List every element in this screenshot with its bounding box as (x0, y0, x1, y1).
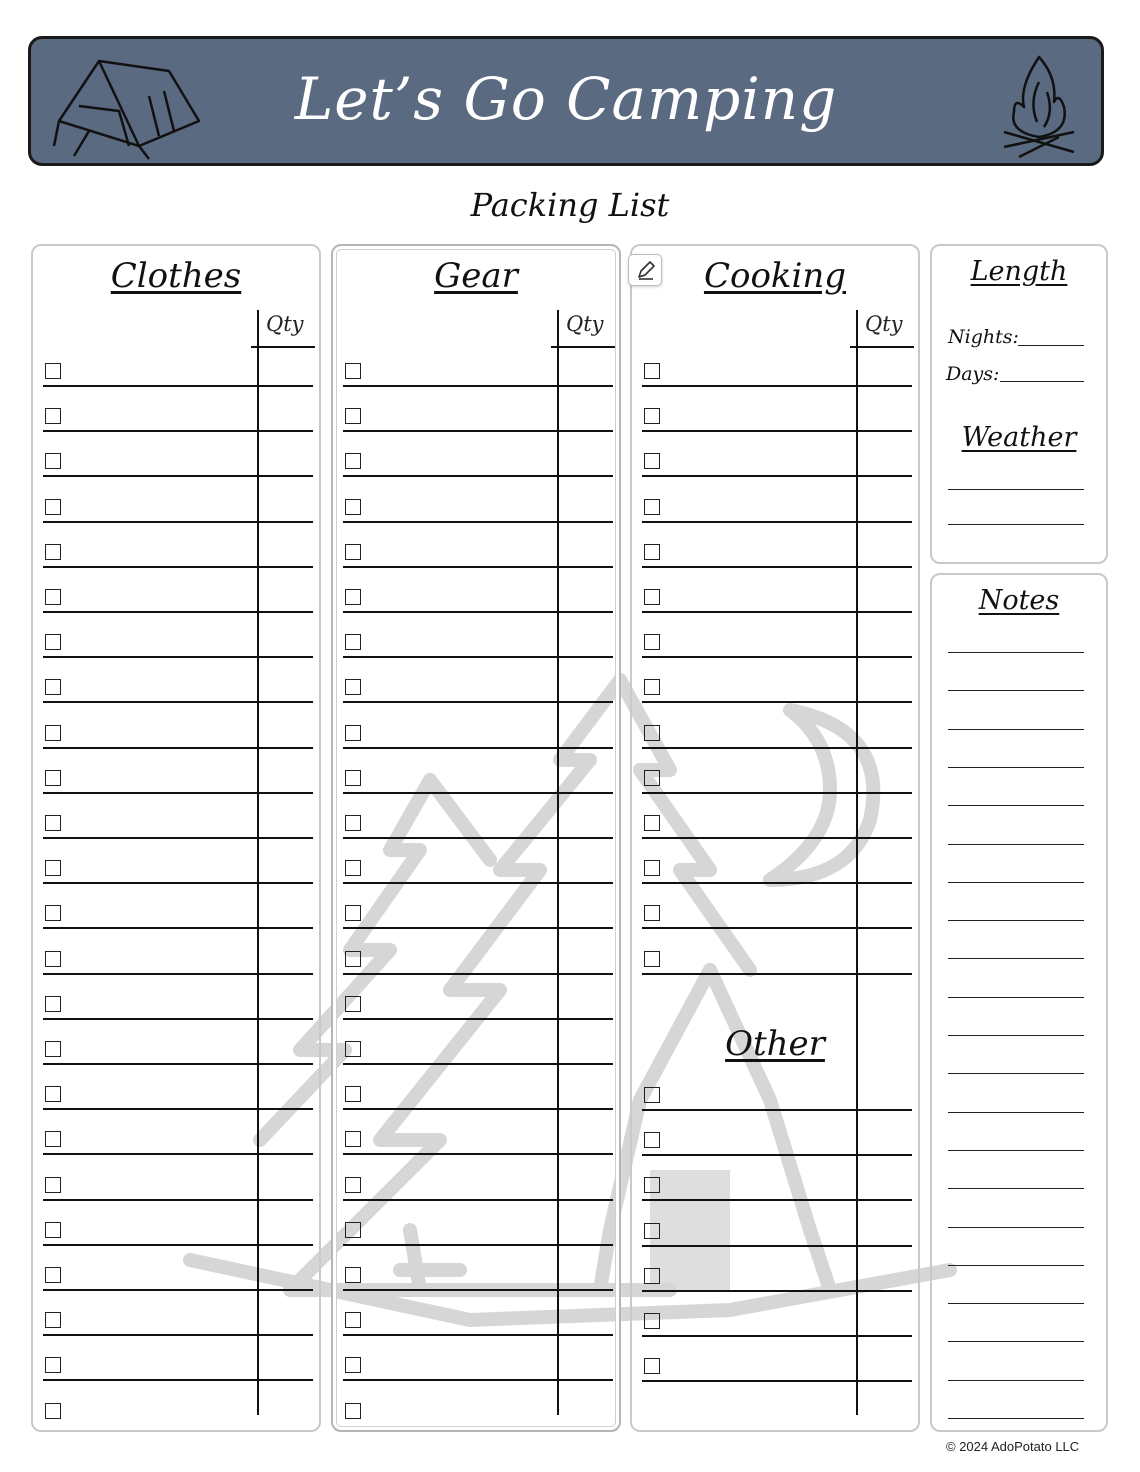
checkbox-icon[interactable] (644, 725, 660, 741)
item-entry-line[interactable] (343, 1289, 613, 1291)
checkbox-icon[interactable] (644, 679, 660, 695)
item-entry-line[interactable] (43, 1289, 313, 1291)
notes-line[interactable] (948, 729, 1084, 730)
checkbox-icon[interactable] (644, 1268, 660, 1284)
checkbox-icon[interactable] (45, 1403, 61, 1419)
other-title: Other (725, 1024, 825, 1064)
item-entry-line[interactable] (642, 747, 912, 749)
cooking-qty-label: Qty (865, 312, 903, 336)
checkbox-icon[interactable] (45, 589, 61, 605)
checkbox-icon[interactable] (345, 589, 361, 605)
pencil-icon (629, 255, 661, 285)
item-entry-line[interactable] (43, 927, 313, 929)
checkbox-icon[interactable] (45, 725, 61, 741)
checkbox-icon[interactable] (345, 815, 361, 831)
item-entry-line[interactable] (343, 837, 613, 839)
item-entry-line[interactable] (343, 475, 613, 477)
notes-line[interactable] (948, 844, 1084, 845)
item-entry-line[interactable] (343, 1244, 613, 1246)
item-entry-line[interactable] (43, 973, 313, 975)
checkbox-icon[interactable] (644, 860, 660, 876)
notes-line[interactable] (948, 882, 1084, 883)
item-entry-line[interactable] (642, 1335, 912, 1337)
cooking-title: Cooking (703, 256, 847, 296)
gear-qty-header-line (551, 346, 615, 348)
notes-line[interactable] (948, 1341, 1084, 1342)
weather-title: Weather (961, 422, 1077, 453)
campfire-icon (999, 47, 1079, 162)
edit-button[interactable] (628, 254, 662, 286)
item-entry-line[interactable] (642, 1109, 912, 1111)
checkbox-icon[interactable] (45, 1086, 61, 1102)
checkbox-icon[interactable] (45, 679, 61, 695)
page-title: Let’s Go Camping (294, 65, 838, 133)
item-entry-line[interactable] (642, 566, 912, 568)
clothes-qty-label: Qty (266, 312, 304, 336)
checkbox-icon[interactable] (45, 544, 61, 560)
notes-line[interactable] (948, 1073, 1084, 1074)
item-entry-line[interactable] (642, 521, 912, 523)
checkbox-icon[interactable] (345, 679, 361, 695)
item-entry-line[interactable] (642, 973, 912, 975)
checkbox-icon[interactable] (644, 1313, 660, 1329)
item-entry-line[interactable] (343, 1199, 613, 1201)
checkbox-icon[interactable] (345, 770, 361, 786)
checkbox-icon[interactable] (345, 499, 361, 515)
checkbox-icon[interactable] (345, 634, 361, 650)
checkbox-icon[interactable] (45, 951, 61, 967)
item-entry-line[interactable] (43, 701, 313, 703)
checkbox-icon[interactable] (45, 499, 61, 515)
item-entry-line[interactable] (642, 611, 912, 613)
checkbox-icon[interactable] (45, 1131, 61, 1147)
item-entry-line[interactable] (43, 1063, 313, 1065)
item-entry-line[interactable] (642, 475, 912, 477)
checkbox-icon[interactable] (644, 1223, 660, 1239)
notes-line[interactable] (948, 690, 1084, 691)
checkbox-icon[interactable] (644, 1358, 660, 1374)
item-entry-line[interactable] (343, 385, 613, 387)
checkbox-icon[interactable] (45, 1041, 61, 1057)
item-entry-line[interactable] (343, 611, 613, 613)
checkbox-icon[interactable] (644, 363, 660, 379)
checkbox-icon[interactable] (345, 544, 361, 560)
item-entry-line[interactable] (642, 1245, 912, 1247)
checkbox-icon[interactable] (45, 860, 61, 876)
notes-line[interactable] (948, 1380, 1084, 1381)
item-entry-line[interactable] (343, 1108, 613, 1110)
item-entry-line[interactable] (43, 566, 313, 568)
item-entry-line[interactable] (343, 747, 613, 749)
checkbox-icon[interactable] (345, 1357, 361, 1373)
item-entry-line[interactable] (343, 1334, 613, 1336)
notes-line[interactable] (948, 1188, 1084, 1189)
checkbox-icon[interactable] (644, 905, 660, 921)
checkbox-icon[interactable] (644, 408, 660, 424)
item-entry-line[interactable] (343, 1018, 613, 1020)
weather-line[interactable] (948, 524, 1084, 525)
notes-line[interactable] (948, 1112, 1084, 1113)
item-entry-line[interactable] (642, 792, 912, 794)
checkbox-icon[interactable] (644, 815, 660, 831)
checkbox-icon[interactable] (45, 815, 61, 831)
checkbox-icon[interactable] (644, 951, 660, 967)
clothes-title: Clothes (110, 256, 242, 296)
checkbox-icon[interactable] (345, 363, 361, 379)
item-entry-line[interactable] (343, 927, 613, 929)
item-entry-line[interactable] (642, 837, 912, 839)
checkbox-icon[interactable] (45, 1312, 61, 1328)
item-entry-line[interactable] (343, 566, 613, 568)
notes-line[interactable] (948, 920, 1084, 921)
weather-line[interactable] (948, 489, 1084, 490)
checkbox-icon[interactable] (644, 634, 660, 650)
item-entry-line[interactable] (43, 385, 313, 387)
clothes-panel (31, 244, 321, 1432)
item-entry-line[interactable] (43, 1199, 313, 1201)
item-entry-line[interactable] (343, 1153, 613, 1155)
checkbox-icon[interactable] (45, 634, 61, 650)
item-entry-line[interactable] (43, 611, 313, 613)
length-title: Length (970, 256, 1068, 287)
item-entry-line[interactable] (642, 1290, 912, 1292)
item-entry-line[interactable] (43, 792, 313, 794)
checkbox-icon[interactable] (345, 725, 361, 741)
item-entry-line[interactable] (43, 656, 313, 658)
checkbox-icon[interactable] (45, 453, 61, 469)
gear-qty-label: Qty (566, 312, 604, 336)
nights-label: Nights: (948, 326, 1019, 348)
clothes-qty-header-line (251, 346, 315, 348)
checkbox-icon[interactable] (345, 1222, 361, 1238)
notes-line[interactable] (948, 1265, 1084, 1266)
notes-line[interactable] (948, 1035, 1084, 1036)
checkbox-icon[interactable] (345, 1312, 361, 1328)
checkbox-icon[interactable] (45, 1222, 61, 1238)
item-entry-line[interactable] (343, 973, 613, 975)
checkbox-icon[interactable] (345, 1086, 361, 1102)
checkbox-icon[interactable] (644, 1177, 660, 1193)
notes-line[interactable] (948, 652, 1084, 653)
checkbox-icon[interactable] (644, 589, 660, 605)
item-entry-line[interactable] (43, 521, 313, 523)
item-entry-line[interactable] (343, 792, 613, 794)
item-entry-line[interactable] (43, 1334, 313, 1336)
checkbox-icon[interactable] (345, 1041, 361, 1057)
copyright-text: © 2024 AdoPotato LLC (946, 1439, 1080, 1454)
checkbox-icon[interactable] (644, 1087, 660, 1103)
checkbox-icon[interactable] (45, 905, 61, 921)
notes-line[interactable] (948, 1150, 1084, 1151)
item-entry-line[interactable] (343, 701, 613, 703)
cooking-panel (630, 244, 920, 1432)
checkbox-icon[interactable] (45, 996, 61, 1012)
notes-line[interactable] (948, 1227, 1084, 1228)
checkbox-icon[interactable] (45, 363, 61, 379)
item-entry-line[interactable] (343, 1063, 613, 1065)
notes-panel (930, 573, 1108, 1432)
checkbox-icon[interactable] (45, 770, 61, 786)
cooking-qty-header-line (850, 346, 914, 348)
notes-line[interactable] (948, 997, 1084, 998)
item-entry-line[interactable] (343, 656, 613, 658)
days-label: Days: (946, 363, 1000, 385)
item-entry-line[interactable] (642, 656, 912, 658)
item-entry-line[interactable] (343, 882, 613, 884)
checkbox-icon[interactable] (345, 408, 361, 424)
checkbox-icon[interactable] (345, 860, 361, 876)
item-entry-line[interactable] (343, 430, 613, 432)
notes-line[interactable] (948, 1303, 1084, 1304)
checkbox-icon[interactable] (644, 499, 660, 515)
gear-panel (331, 244, 621, 1432)
checkbox-icon[interactable] (345, 951, 361, 967)
item-entry-line[interactable] (642, 1380, 912, 1382)
notes-line[interactable] (948, 958, 1084, 959)
item-entry-line[interactable] (43, 747, 313, 749)
header-banner (28, 36, 1104, 166)
item-entry-line[interactable] (343, 1379, 613, 1381)
item-entry-line[interactable] (642, 882, 912, 884)
item-entry-line[interactable] (43, 837, 313, 839)
item-entry-line[interactable] (43, 475, 313, 477)
item-entry-line[interactable] (43, 882, 313, 884)
checkbox-icon[interactable] (345, 996, 361, 1012)
item-entry-line[interactable] (642, 701, 912, 703)
item-entry-line[interactable] (43, 1108, 313, 1110)
item-entry-line[interactable] (343, 521, 613, 523)
notes-line[interactable] (948, 805, 1084, 806)
item-entry-line[interactable] (642, 927, 912, 929)
item-entry-line[interactable] (43, 1379, 313, 1381)
checkbox-icon[interactable] (644, 770, 660, 786)
item-entry-line[interactable] (43, 1153, 313, 1155)
checkbox-icon[interactable] (644, 544, 660, 560)
checkbox-icon[interactable] (644, 1132, 660, 1148)
checkbox-icon[interactable] (345, 1177, 361, 1193)
checkbox-icon[interactable] (45, 408, 61, 424)
checkbox-icon[interactable] (345, 905, 361, 921)
checkbox-icon[interactable] (345, 1267, 361, 1283)
checkbox-icon[interactable] (345, 1403, 361, 1419)
item-entry-line[interactable] (43, 430, 313, 432)
nights-field[interactable] (1018, 345, 1084, 346)
item-entry-line[interactable] (43, 1018, 313, 1020)
notes-title: Notes (978, 585, 1060, 616)
item-entry-line[interactable] (642, 1154, 912, 1156)
gear-title: Gear (434, 256, 518, 296)
checkbox-icon[interactable] (45, 1357, 61, 1373)
checkbox-icon[interactable] (345, 1131, 361, 1147)
item-entry-line[interactable] (43, 1244, 313, 1246)
notes-line[interactable] (948, 767, 1084, 768)
checkbox-icon[interactable] (345, 453, 361, 469)
checkbox-icon[interactable] (644, 453, 660, 469)
days-field[interactable] (1000, 381, 1084, 382)
item-entry-line[interactable] (642, 385, 912, 387)
checkbox-icon[interactable] (45, 1267, 61, 1283)
item-entry-line[interactable] (642, 430, 912, 432)
page-subtitle: Packing List (470, 186, 670, 224)
item-entry-line[interactable] (642, 1199, 912, 1201)
checkbox-icon[interactable] (45, 1177, 61, 1193)
notes-line[interactable] (948, 1418, 1084, 1419)
length-panel (930, 244, 1108, 564)
